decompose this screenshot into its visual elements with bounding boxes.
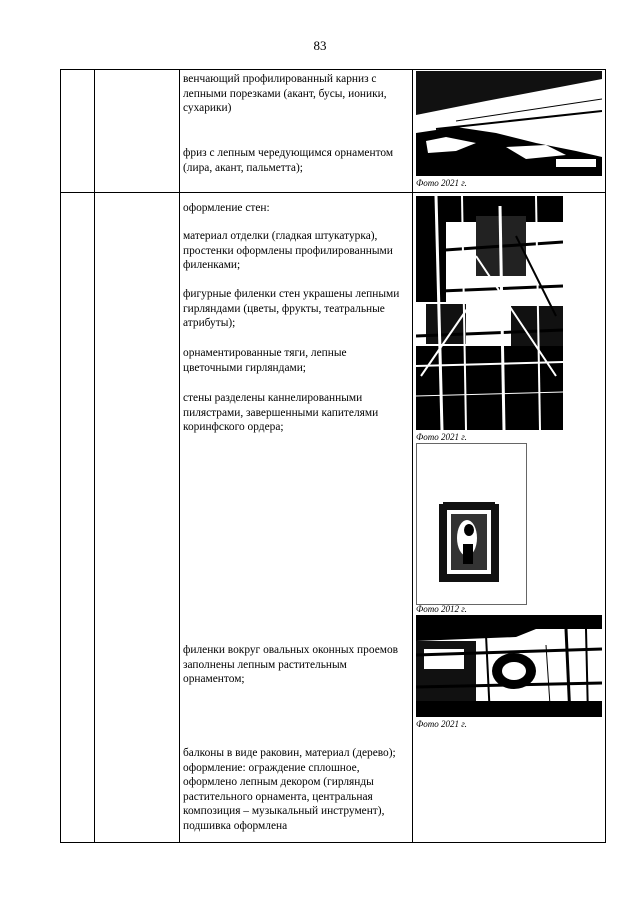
photo-window-ornament [416,615,602,717]
column-divider [94,69,95,842]
photo-caption: Фото 2012 г. [416,604,467,614]
feature-text-frieze: фриз с лепным чередующимся орнаментом (лира, акант, пальметта); [183,147,394,174]
feature-text-window-panels: филенки вокруг овальных оконных проемов заполнены лепным растительным орнаментом; [183,644,399,686]
photo-framed-panel [416,443,527,605]
feature-text-pilasters: стены разделены каннелированными пилястрами, завершенными капителями коринфского ордера; [183,392,379,434]
feature-text-wall-finish: материал отделки (гладкая штукатурка), простенки оформлены профилированными филенками; [183,230,393,272]
photo-caption: Фото 2021 г. [416,432,467,442]
photo-caption: Фото 2021 г. [416,178,467,188]
photo-ceiling-cornice [416,71,602,176]
feature-text-cornice: венчающий профилированный карниз с лепными порезками (акант, бусы, ионики, сухарики) [183,73,387,115]
column-divider [179,69,180,842]
photo-wall-scaffolding [416,196,563,430]
page-number: 83 [313,38,327,53]
table-top-border [61,69,605,70]
feature-text-wall-panels: фигурные филенки стен украшены лепными гирляндами (цветы, фрукты, театральные атрибуты); [183,288,400,330]
row-divider [61,192,605,193]
feature-text-balconies: балконы в виде раковин, материал (дерево); оформление: ограждение сплошное, оформлено лепным декором (гирлянды растительного орнамента, центральная композиция – музыкальный инструмент), подшивка оформлена [183,747,396,832]
column-divider [412,69,413,842]
feature-text-ornamental-rods: орнаментированные тяги, лепные цветочными гирляндами; [183,347,347,374]
feature-text-walls-heading: оформление стен: [183,202,270,214]
photo-caption: Фото 2021 г. [416,719,467,729]
